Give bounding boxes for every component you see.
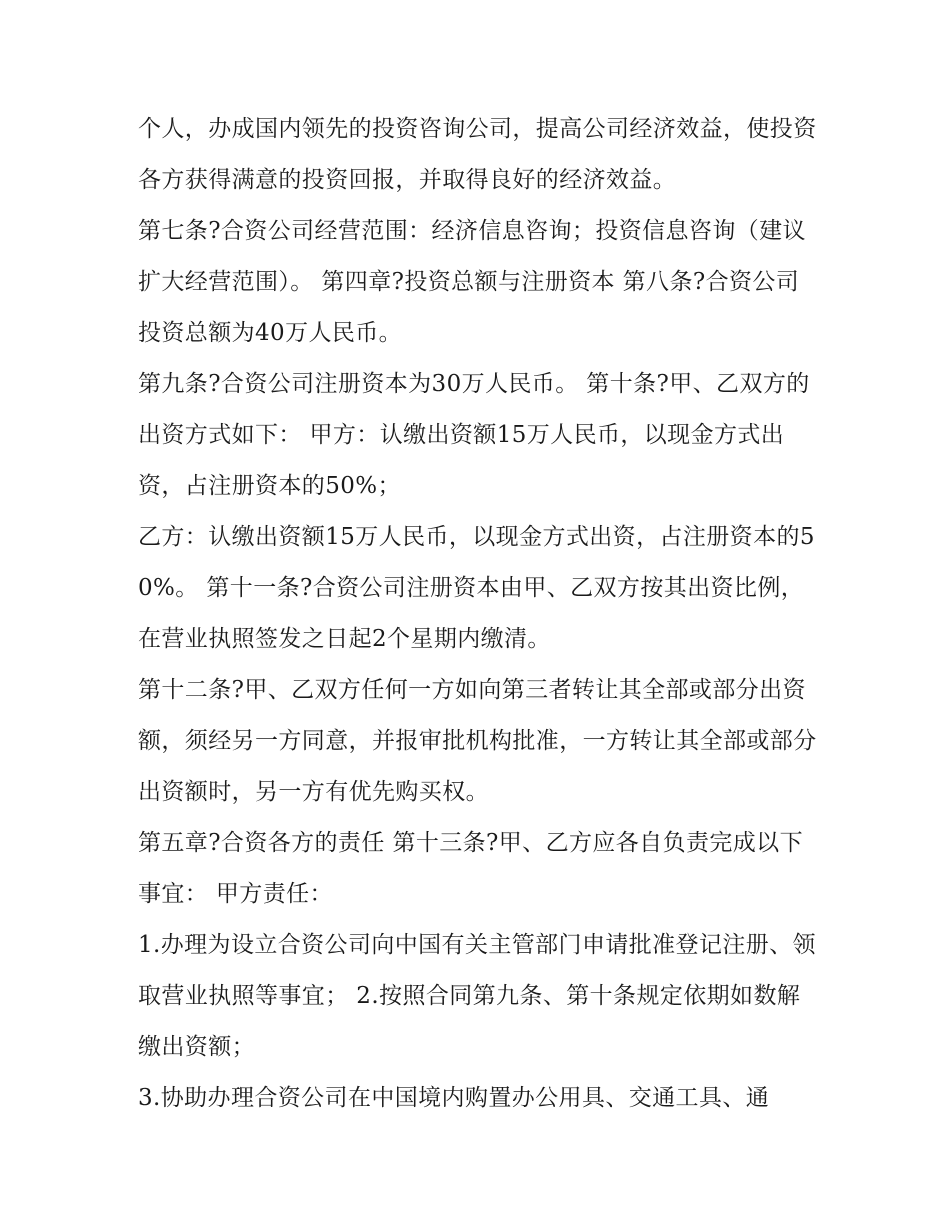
paragraph-purpose: 个人，办成国内领先的投资咨询公司，提高公司经济效益，使投资各方获得满意的投资回报，并取得良好的经济效益。 bbox=[138, 116, 817, 193]
document-body bbox=[138, 104, 818, 1124]
paragraph-party-a-duties-3: 3.协助办理合资公司在中国境内购置办公用具、交通工具、通 bbox=[138, 1085, 770, 1111]
paragraph-article-7-8: 第七条?合资公司经营范围：经济信息咨询；投资信息咨询（建议扩大经营范围）。 第四章?投资总额与注册资本 第八条?合资公司投资总额为40万人民币。 bbox=[138, 218, 806, 346]
paragraph-article-9-10: 第九条?合资公司注册资本为30万人民币。 第十条?甲、乙双方的出资方式如下： 甲方：认缴出资额15万人民币，以现金方式出资，占注册资本的50%； bbox=[138, 371, 810, 499]
paragraph-article-12: 第十二条?甲、乙双方任何一方如向第三者转让其全部或部分出资额，须经另一方同意，并报审批机构批准，一方转让其全部或部分出资额时，另一方有优先购买权。 bbox=[138, 677, 817, 805]
paragraph-article-13: 第五章?合资各方的责任 第十三条?甲、乙方应各自负责完成以下事宜： 甲方责任： bbox=[138, 830, 803, 907]
paragraph-article-11: 乙方：认缴出资额15万人民币，以现金方式出资，占注册资本的50%。 第十一条?合资公司注册资本由甲、乙双方按其出资比例，在营业执照签发之日起2个星期内缴清。 bbox=[138, 524, 815, 652]
paragraph-party-a-duties-1-2: 1.办理为设立合资公司向中国有关主管部门申请批准登记注册、领取营业执照等事宜； 2.按照合同第九条、第十条规定依期如数解缴出资额； bbox=[138, 932, 816, 1060]
